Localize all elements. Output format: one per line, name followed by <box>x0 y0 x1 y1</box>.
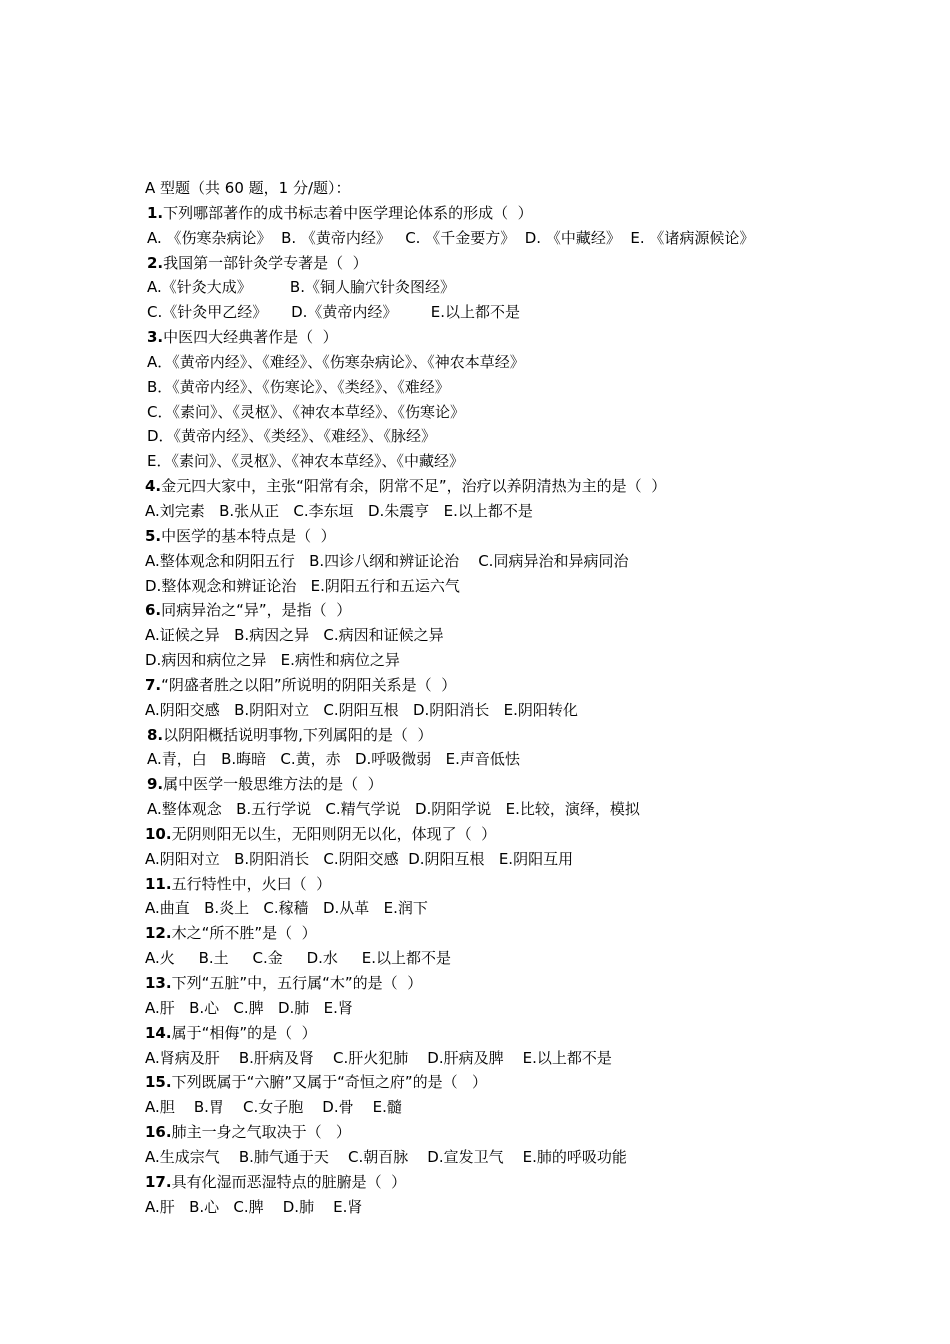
answer-options: A.《针灸大成》 B.《铜人腧穴针灸图经》 <box>147 278 455 297</box>
question-text: 属中医学一般思维方法的是（ ） <box>163 775 383 794</box>
question-stem <box>145 1021 865 1046</box>
question-number: 9. <box>147 775 164 794</box>
question-11 <box>145 872 865 922</box>
question-number: 1. <box>147 203 164 222</box>
question-text: 木之“所不胜”是（ ） <box>171 924 317 943</box>
answer-options: A.胆 B.胃 C.女子胞 D.骨 E.髓 <box>145 1098 402 1117</box>
answer-option: E．《素问》、《灵枢》、《神农本草经》、《中藏经》 <box>147 452 464 471</box>
question-stem <box>145 772 865 797</box>
question-text: 金元四大家中，主张“阳常有余，阴常不足”，治疗以养阴清热为主的是（ ） <box>161 477 667 496</box>
question-text: 我国第一部针灸学专著是（ ） <box>163 253 368 272</box>
answer-options: A.生成宗气 B.肺气通于天 C.朝百脉 D.宣发卫气 E.肺的呼吸功能 <box>145 1147 627 1166</box>
question-text: 下列“五脏”中，五行属“木”的是（ ） <box>171 974 423 992</box>
question-stem <box>145 872 865 897</box>
question-number: 11. <box>145 874 172 893</box>
question-text: 中医学的基本特点是（ ） <box>161 526 336 545</box>
question-15 <box>145 1070 865 1120</box>
question-stem <box>145 325 865 350</box>
answer-options: A.阴阳对立 B.阴阳消长 C.阴阳交感 D.阴阳互根 E.阴阳互用 <box>145 849 574 868</box>
answer-options: A.肝 B.心 C.脾 D.肺 E.肾 <box>145 1197 363 1216</box>
question-9 <box>145 772 865 822</box>
answer-options: A.肾病及肝 B.肝病及肾 C.肝火犯肺 D.肝病及脾 E.以上都不是 <box>145 1048 612 1067</box>
question-stem <box>145 822 865 847</box>
question-number: 16. <box>145 1123 172 1142</box>
answer-options: C.《针灸甲乙经》 D.《黄帝内经》 E.以上都不是 <box>147 303 521 322</box>
question-text: “阴盛者胜之以阳”所说明的阴阳关系是（ ） <box>161 675 457 694</box>
answer-option: C．《素问》、《灵枢》、《神农本草经》、《伤寒论》 <box>147 402 465 421</box>
question-stem <box>145 1170 865 1195</box>
answer-options: D.病因和病位之异 E.病性和病位之异 <box>145 651 400 670</box>
question-6 <box>145 598 865 673</box>
answer-options: A.刘完素 B.张从正 C.李东垣 D.朱震亨 E.以上都不是 <box>145 501 533 520</box>
question-stem <box>145 598 865 623</box>
question-text: 属于“相侮”的是（ ） <box>171 1023 317 1042</box>
question-number: 17. <box>145 1172 172 1191</box>
answer-option: D．《黄帝内经》、《类经》、《难经》、《脉经》 <box>147 427 437 446</box>
question-14 <box>145 1021 865 1071</box>
question-stem <box>145 1070 865 1095</box>
question-12 <box>145 921 865 971</box>
answer-option: A．《黄帝内经》、《难经》、《伤寒杂病论》、《神农本草经》 <box>147 352 525 371</box>
answer-options: A.火 B.土 C.金 D.水 E.以上都不是 <box>145 949 451 968</box>
question-stem <box>145 524 865 549</box>
question-text: 五行特性中，火曰（ ） <box>171 874 332 893</box>
question-4 <box>145 474 865 524</box>
question-number: 10. <box>145 824 172 843</box>
question-number: 5. <box>145 526 162 545</box>
answer-option: B．《黄帝内经》、《伤寒论》、《类经》、《难经》 <box>147 377 450 396</box>
question-16 <box>145 1120 865 1170</box>
question-7 <box>145 673 865 723</box>
answer-options: D.整体观念和辨证论治 E.阴阳五行和五运六气 <box>145 576 460 595</box>
answer-options: A.曲直 B.炎上 C.稼穑 D.从革 E.润下 <box>145 899 428 918</box>
question-text: 下列既属于“六腑”又属于“奇恒之府”的是（ ） <box>171 1073 487 1092</box>
question-2 <box>145 251 865 326</box>
exam-page <box>145 176 865 1219</box>
answer-options: A.阴阳交感 B.阴阳对立 C.阴阳互根 D.阴阳消长 E.阴阳转化 <box>145 700 578 719</box>
answer-options: A.整体观念 B.五行学说 C.精气学说 D.阴阳学说 E.比较，演绎，模拟 <box>147 800 640 819</box>
question-stem <box>145 474 865 499</box>
question-17 <box>145 1170 865 1220</box>
question-number: 14. <box>145 1023 172 1042</box>
question-3 <box>145 325 865 474</box>
question-number: 6. <box>145 601 162 620</box>
question-number: 4. <box>145 477 162 496</box>
question-stem <box>145 921 865 946</box>
question-8 <box>145 723 865 773</box>
question-number: 15. <box>145 1073 172 1092</box>
question-number: 2. <box>147 253 164 272</box>
question-text: 同病异治之“异”，是指（ ） <box>161 601 352 620</box>
question-text: 具有化湿而恶湿特点的脏腑是（ ） <box>171 1172 407 1191</box>
answer-options: A.整体观念和阴阳五行 B.四诊八纲和辨证论治 C.同病异治和异病同治 <box>145 551 629 570</box>
answer-options: A.青，白 B.晦暗 C.黄，赤 D.呼吸微弱 E.声音低怯 <box>147 750 520 769</box>
question-stem <box>145 251 865 276</box>
answer-options: A.肝 B.心 C.脾 D.肺 E.肾 <box>145 998 353 1017</box>
question-13 <box>145 971 865 1021</box>
question-text: 以阴阳概括说明事物,下列属阳的是（ ） <box>163 725 433 744</box>
question-text: 下列哪部著作的成书标志着中医学理论体系的形成（ ） <box>163 203 533 222</box>
question-stem <box>145 971 865 996</box>
question-stem <box>145 1120 865 1145</box>
question-10 <box>145 822 865 872</box>
question-text: 中医四大经典著作是（ ） <box>163 328 338 347</box>
question-stem <box>145 723 865 748</box>
question-number: 13. <box>145 974 172 992</box>
answer-options: A. 《伤寒杂病论》 B. 《黄帝内经》 C. 《千金要方》 D. 《中藏经》 E. 《诸病源候论》 <box>147 228 755 247</box>
question-1 <box>145 201 865 251</box>
question-stem <box>145 673 865 698</box>
question-5 <box>145 524 865 599</box>
question-number: 7. <box>145 675 162 694</box>
answer-options: A.证候之异 B.病因之异 C.病因和证候之异 <box>145 626 444 645</box>
question-number: 8. <box>147 725 164 744</box>
question-text: 肺主一身之气取决于（ ） <box>171 1123 351 1142</box>
question-stem <box>145 201 865 226</box>
question-number: 12. <box>145 924 172 943</box>
question-text: 无阴则阳无以生，无阳则阴无以化，体现了（ ） <box>171 824 497 843</box>
question-number: 3. <box>147 328 164 347</box>
section-header: A 型题（共 60 题，1 分/题）： <box>145 179 351 197</box>
